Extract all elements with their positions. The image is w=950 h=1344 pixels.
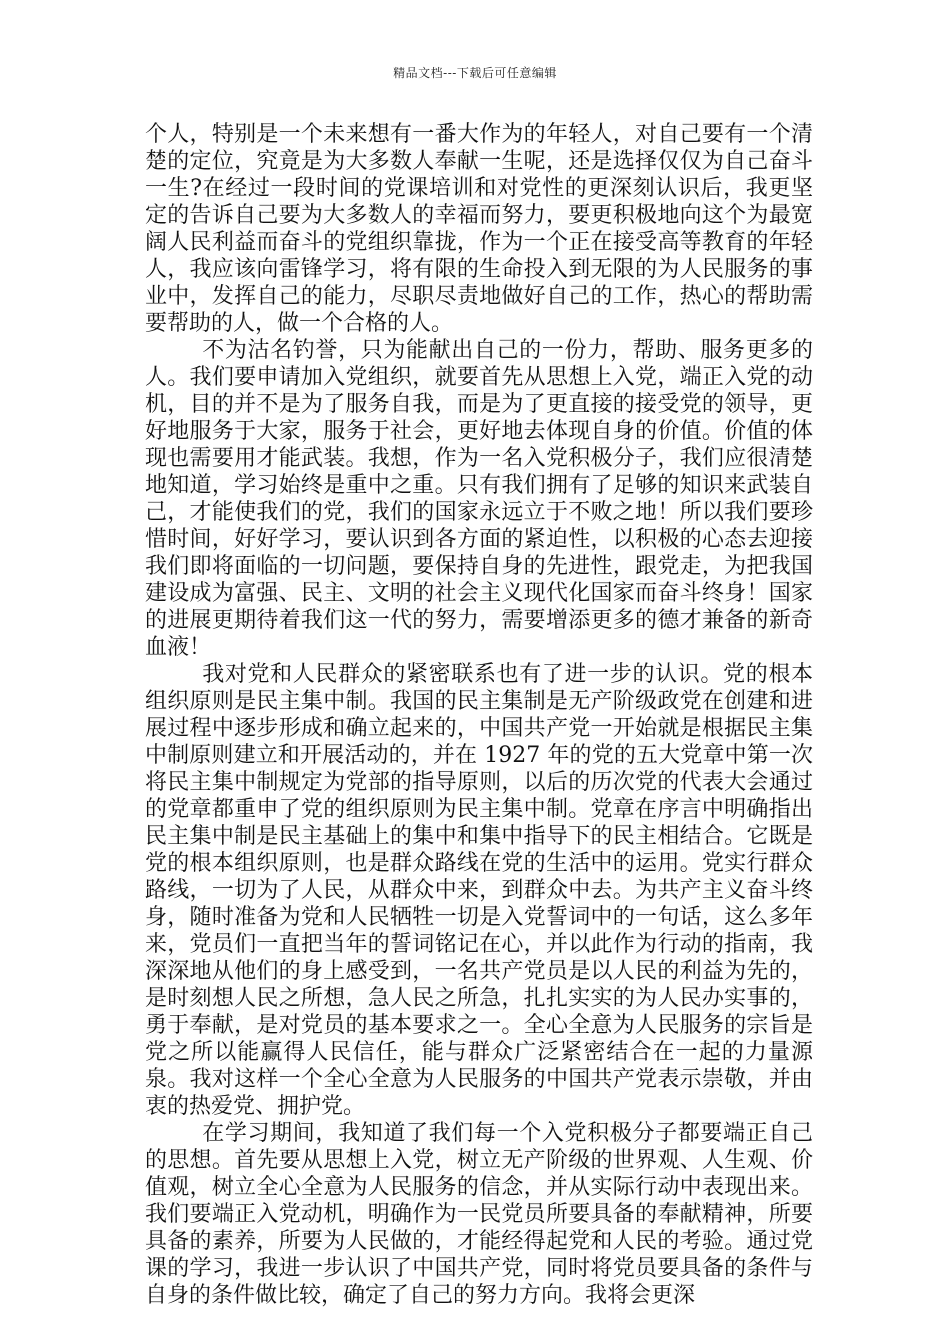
paragraph-3: 我对党和人民群众的紧密联系也有了进一步的认识。党的根本组织原则是民主集中制。我国的民主集制是无产阶级政党在创建和进展过程中逐步形成和确立起来的，中国共产党一开始就是根据民主集中制原则建立和开展活动的，并在 1927 年的党的五大党章中第一次将民主集中制规定为党部的指导原则，以后的历次党的代表大会通过的党章都重申了党的组织原则为民主集中制。党章在序言中明确指出民主集中制是民主基础上的集中和集中指导下的民主相结合。它既是党的根本组织原则，也是群众路线在党的生活中的运用。党实行群众路线，一切为了人民，从群众中来，到群众中去。为共产主义奋斗终身，随时准备为党和人民牺牲一切是入党誓词中的一句话，这么多年来，党员们一直把当年的誓词铭记在心，并以此作为行动的指南，我深深地从他们的身上感受到，一名共产党员是以人民的利益为先的，是时刻想人民之所想，急人民之所急，扎扎实实的为人民办实事的，勇于奉献，是对党员的基本要求之一。全心全意为人民服务的宗旨是党之所以能赢得人民信任，能与群众广泛紧密结合在一起的力量源泉。我对这样一个全心全意为人民服务的中国共产党表示崇敬，并由衷的热爱党、拥护党。 [145, 662, 813, 1119]
paragraph-4: 在学习期间，我知道了我们每一个入党积极分子都要端正自己的思想。首先要从思想上入党，树立无产阶级的世界观、人生观、价值观，树立全心全意为人民服务的信念，并从实际行动中表现出来。我们要端正入党动机，明确作为一民党员所要具备的奉献精神，所要具备的素养，所要为人民做的，才能经得起党和人民的考验。通过党课的学习，我进一步认识了中国共产党，同时将党员要具备的条件与自身的条件做比较，确定了自己的努力方向。我将会更深 [145, 1121, 813, 1308]
document-body [145, 121, 813, 1309]
paragraph-1: 个人，特别是一个未来想有一番大作为的年轻人，对自己要有一个清楚的定位，究竟是为大多数人奉献一生呢，还是选择仅仅为自己奋斗一生?在经过一段时间的党课培训和对党性的更深刻认识后，我更坚定的告诉自己要为大多数人的幸福而努力，要更积极地向这个为最宽阔人民利益而奋斗的党组织靠拢，作为一个正在接受高等教育的年轻人，我应该向雷锋学习，将有限的生命投入到无限的为人民服务的事业中，发挥自己的能力，尽职尽责地做好自己的工作，热心的帮助需要帮助的人，做一个合格的人。 [145, 122, 813, 336]
paragraph-2: 不为沽名钓誉，只为能献出自己的一份力，帮助、服务更多的人。我们要申请加入党组织，就要首先从思想上入党，端正入党的动机，目的并不是为了服务自我，而是为了更直接的接受党的领导，更好地服务于大家，服务于社会，更好地去体现自身的价值。价值的体现也需要用才能武装。我想，作为一名入党积极分子，我们应很清楚地知道，学习始终是重中之重。只有我们拥有了足够的知识来武装自己，才能使我们的党，我们的国家永远立于不败之地！所以我们要珍惜时间，好好学习，要认识到各方面的紧迫性，以积极的心态去迎接我们即将面临的一切问题，要保持自身的先进性，跟党走，为把我国建设成为富强、民主、文明的社会主义现代化国家而奋斗终身！国家的进展更期待着我们这一代的努力，需要增添更多的德才兼备的新奇血液！ [145, 338, 813, 660]
page-header: 精品文档---下载后可任意编辑 [393, 66, 557, 80]
